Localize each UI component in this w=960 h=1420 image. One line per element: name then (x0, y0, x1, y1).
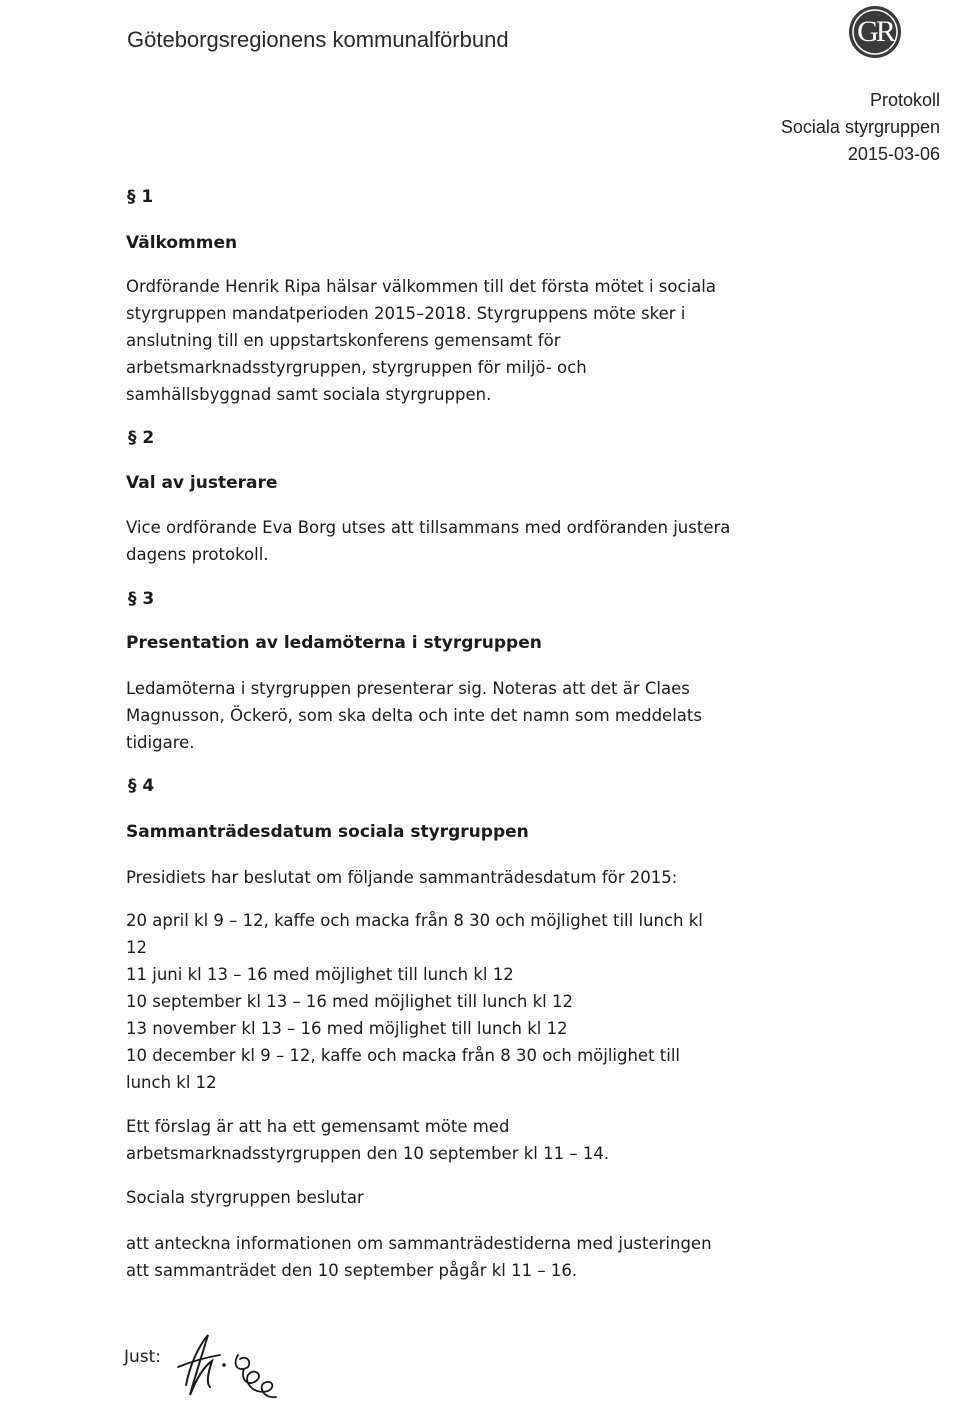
text-line: anslutning till en uppstartskonferens gemensamt för (126, 331, 561, 350)
gr-logo (848, 5, 902, 59)
text-line: Presidiets har beslutat om följande sammanträdesdatum för 2015: (126, 868, 678, 887)
text-line: dagens protokoll. (126, 545, 269, 564)
text-line: Sociala styrgruppen beslutar (126, 1188, 364, 1207)
meeting-dates-list (126, 907, 816, 1096)
list-item: 20 april kl 9 – 12, kaffe och macka från 8 30 och möjlighet till lunch kl (126, 911, 703, 930)
section-1-text (126, 273, 816, 408)
gr-logo-text: GR (857, 15, 893, 48)
section-3-heading: Presentation av ledamöterna i styrgruppen (126, 633, 542, 653)
text-line: Magnusson, Öckerö, som ska delta och inte det namn som meddelats (126, 706, 702, 725)
section-2-mark: § 2 (128, 428, 155, 448)
section-1-heading: Välkommen (126, 233, 238, 253)
organization-name: Göteborgsregionens kommunalförbund (127, 27, 509, 52)
text-line: att sammanträdet den 10 september pågår kl 11 – 16. (126, 1261, 578, 1280)
text-line: att anteckna informationen om sammanträdestiderna med justeringen (126, 1234, 712, 1253)
decision-heading (126, 1184, 816, 1211)
text-line: Ordförande Henrik Ripa hälsar välkommen till det första mötet i sociala (126, 277, 716, 296)
text-line: arbetsmarknadsstyrgruppen, styrgruppen för miljö- och (126, 358, 587, 377)
document-type: Protokoll (869, 90, 940, 110)
list-item: 11 juni kl 13 – 16 med möjlighet till lunch kl 12 (126, 965, 514, 984)
section-2-text (126, 514, 816, 568)
section-2-heading: Val av justerare (126, 473, 278, 493)
document-meta (781, 87, 940, 168)
handwritten-signature-icon (168, 1325, 288, 1410)
text-line: Ledamöterna i styrgruppen presenterar sig. Noteras att det är Claes (126, 679, 690, 698)
section-4-mark: § 4 (128, 776, 155, 796)
list-item: lunch kl 12 (126, 1073, 217, 1092)
section-4-heading: Sammanträdesdatum sociala styrgruppen (126, 822, 529, 842)
list-item: 10 september kl 13 – 16 med möjlighet till lunch kl 12 (126, 992, 573, 1011)
text-line: arbetsmarknadsstyrgruppen den 10 september kl 11 – 14. (126, 1144, 610, 1163)
proposal-text (126, 1113, 816, 1167)
list-item: 12 (126, 938, 147, 957)
text-line: styrgruppen mandatperioden 2015–2018. Styrgruppens möte sker i (126, 304, 686, 323)
section-3-text (126, 675, 816, 756)
text-line: Vice ordförande Eva Borg utses att tillsammans med ordföranden justera (126, 518, 731, 537)
document-body: Sociala styrgruppen (780, 117, 940, 137)
text-line: samhällsbyggnad samt sociala styrgruppen. (126, 385, 492, 404)
section-1-mark: § 1 (127, 187, 154, 207)
list-item: 10 december kl 9 – 12, kaffe och macka från 8 30 och möjlighet till (126, 1046, 681, 1065)
decision-text (126, 1230, 816, 1284)
document-date: 2015-03-06 (847, 144, 940, 164)
signature-label: Just: (124, 1347, 162, 1367)
text-line: Ett förslag är att ha ett gemensamt möte med (126, 1117, 510, 1136)
text-line: tidigare. (126, 733, 195, 752)
section-4-intro (126, 864, 816, 891)
section-3-mark: § 3 (128, 589, 155, 609)
list-item: 13 november kl 13 – 16 med möjlighet till lunch kl 12 (126, 1019, 568, 1038)
